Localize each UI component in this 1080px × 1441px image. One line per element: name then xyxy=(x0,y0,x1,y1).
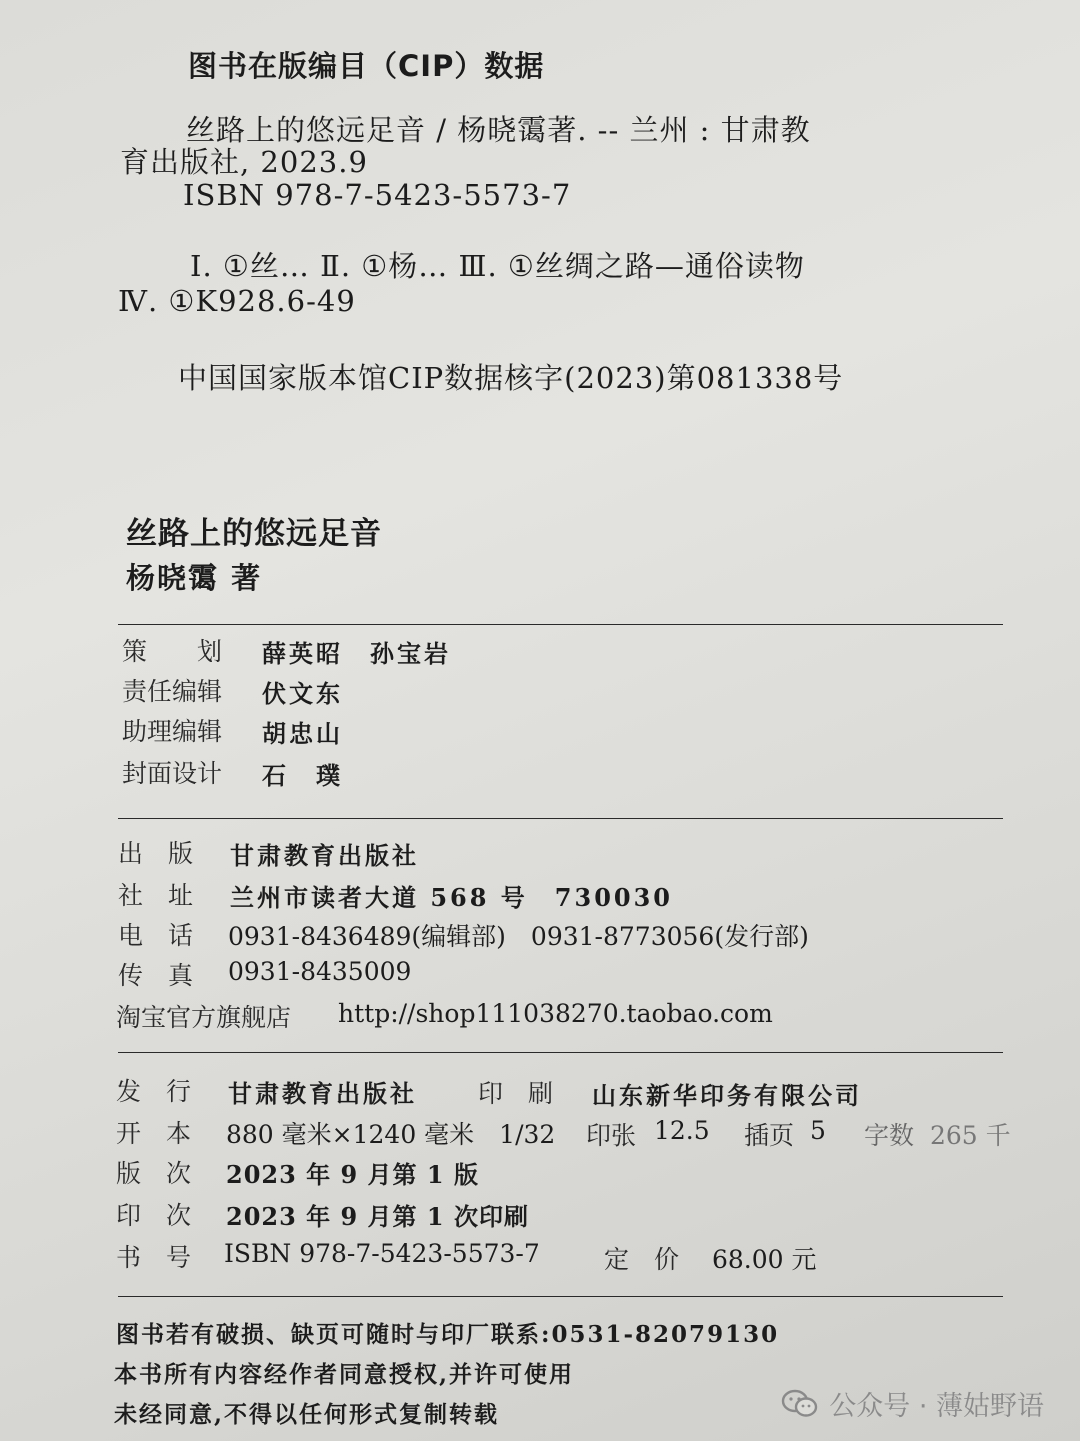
book-author: 杨晓霭 著 xyxy=(126,561,263,595)
printer-value: 山东新华印务有限公司 xyxy=(592,1081,862,1110)
cip-heading: 图书在版编目（CIP）数据 xyxy=(188,49,545,83)
isbn-label: 书 号 xyxy=(116,1243,192,1272)
credit-label-planning: 策 划 xyxy=(122,637,223,666)
credit-value-planning: 薛英昭 孙宝岩 xyxy=(262,639,451,668)
address-value: 兰州市读者大道 568 号 730030 xyxy=(230,883,674,912)
wechat-icon xyxy=(781,1389,819,1419)
plates-value: 5 xyxy=(810,1116,826,1145)
credit-label-assistant: 助理编辑 xyxy=(122,717,223,746)
note-copyright: 未经同意,不得以任何形式复制转载 xyxy=(114,1401,500,1428)
cip-line-5: Ⅳ. ①K928.6-49 xyxy=(118,284,356,318)
credit-value-cover: 石 璞 xyxy=(262,761,343,790)
words-value: 265 千 xyxy=(930,1121,1011,1150)
format-value: 880 毫米×1240 毫米 1/32 xyxy=(226,1120,556,1149)
divider-1 xyxy=(118,624,1003,625)
credit-value-assistant: 胡忠山 xyxy=(262,719,343,748)
credit-label-cover: 封面设计 xyxy=(122,759,223,788)
format-label: 开 本 xyxy=(116,1119,192,1148)
edition-label: 版 次 xyxy=(116,1159,192,1188)
fax-value: 0931-8435009 xyxy=(228,957,412,986)
price-label: 定 价 xyxy=(604,1245,680,1274)
watermark xyxy=(781,1384,1044,1423)
note-damage: 图书若有破损、缺页可随时与印厂联系:0531-82079130 xyxy=(116,1321,780,1348)
divider-3 xyxy=(118,1052,1003,1053)
distributor-value: 甘肃教育出版社 xyxy=(228,1079,417,1108)
isbn-value: ISBN 978-7-5423-5573-7 xyxy=(224,1239,540,1268)
phone-label: 电 话 xyxy=(118,921,194,950)
words-label: 字数 xyxy=(864,1121,915,1150)
fax-label: 传 真 xyxy=(118,961,194,990)
divider-4 xyxy=(118,1296,1003,1297)
note-authorization: 本书所有内容经作者同意授权,并许可使用 xyxy=(114,1361,575,1388)
cip-line-3: ISBN 978-7-5423-5573-7 xyxy=(183,178,572,212)
sheets-value: 12.5 xyxy=(654,1116,710,1145)
printing-value: 2023 年 9 月第 1 次印刷 xyxy=(226,1202,529,1231)
book-title: 丝路上的悠远足音 xyxy=(126,516,382,552)
shop-link[interactable]: http://shop111038270.taobao.com xyxy=(338,999,773,1028)
credit-label-editor: 责任编辑 xyxy=(122,677,223,706)
watermark-text: 公众号 · 薄姑野语 xyxy=(829,1391,1044,1422)
price-value: 68.00 元 xyxy=(712,1245,817,1274)
edition-value: 2023 年 9 月第 1 版 xyxy=(226,1160,479,1189)
plates-label: 插页 xyxy=(744,1121,795,1150)
publisher-value: 甘肃教育出版社 xyxy=(230,841,419,870)
cip-line-1: 丝路上的悠远足音 / 杨晓霭著. -- 兰州 : 甘肃教 xyxy=(186,113,811,147)
credit-value-editor: 伏文东 xyxy=(262,679,343,708)
printing-label: 印 次 xyxy=(116,1201,192,1230)
cip-line-2: 育出版社, 2023.9 xyxy=(120,145,368,179)
address-label: 社 址 xyxy=(118,881,194,910)
shop-label: 淘宝官方旗舰店 xyxy=(116,1003,292,1032)
divider-2 xyxy=(118,818,1003,819)
printer-label: 印 刷 xyxy=(478,1079,554,1108)
phone-value: 0931-8436489(编辑部) 0931-8773056(发行部) xyxy=(228,922,809,951)
sheets-label: 印张 xyxy=(586,1121,637,1150)
distributor-label: 发 行 xyxy=(116,1077,192,1106)
cip-line-4: Ⅰ. ①丝… Ⅱ. ①杨… Ⅲ. ①丝绸之路—通俗读物 xyxy=(190,249,805,283)
publisher-label: 出 版 xyxy=(118,839,194,868)
cip-line-6: 中国国家版本馆CIP数据核字(2023)第081338号 xyxy=(178,361,844,395)
